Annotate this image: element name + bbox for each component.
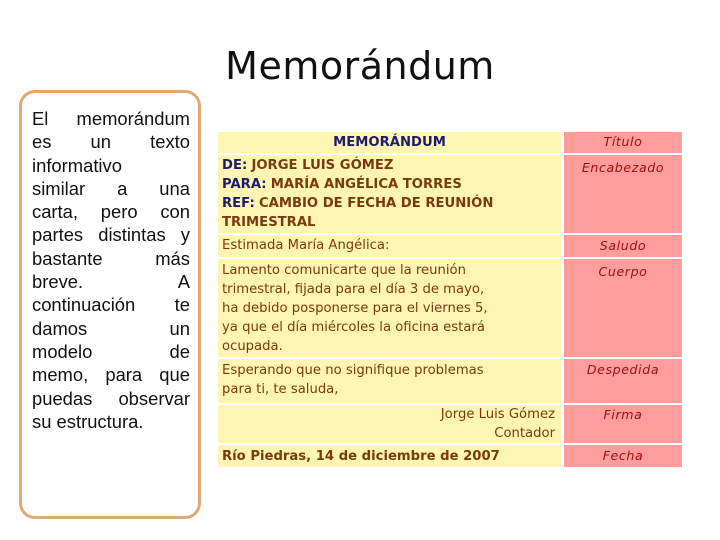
info-line: memo, para que [32,364,190,386]
memo-heading-cell [218,155,561,233]
info-line: carta, pero con [32,201,190,223]
label-titulo: Título [564,132,682,153]
memo-signature-cell [218,405,561,443]
memo-greeting-cell [218,235,561,257]
info-line: El memorándum [32,108,190,129]
signature-name: Jorge Luis Gómez [440,407,555,422]
label-fecha: Fecha [564,445,682,467]
memo-title: MEMORÁNDUM [333,135,446,150]
info-line: puedas observar [32,387,190,409]
info-text [32,107,190,433]
closing-line: para ti, te saluda, [222,382,339,397]
signature-role: Contador [494,426,555,441]
memo-title-cell [218,132,561,153]
info-line: similar a una [32,177,190,199]
ref-label: REF: [222,196,255,211]
de-value: JORGE LUIS GÓMEZ [251,158,394,173]
info-line: su estructura. [32,410,144,432]
label-despedida: Despedida [564,359,682,403]
info-line: breve. A [32,271,190,293]
de-label: DE: [222,158,248,173]
para-label: PARA: [222,177,267,192]
memo-date: Río Piedras, 14 de diciembre de 2007 [222,449,500,464]
label-saludo: Saludo [564,235,682,257]
label-cuerpo: Cuerpo [564,259,682,357]
body-line: Lamento comunicarte que la reunión [222,263,466,278]
body-line: trimestral, fijada para el día 3 de mayo, [222,282,485,297]
info-line: damos un [32,317,190,339]
closing-line: Esperando que no signifique problemas [222,363,484,378]
body-line: ocupada. [222,339,283,354]
para-value: MARÍA ANGÉLICA TORRES [270,177,462,192]
body-line: ha debido posponerse para el viernes 5, [222,301,488,316]
info-line: modelo de [32,340,190,362]
memo-date-cell [218,445,561,467]
info-line: informativo [32,154,122,176]
label-firma: Firma [564,405,682,443]
slide-title: Memorándum [225,44,495,88]
info-line: partes distintas y [32,224,190,246]
label-encabezado: Encabezado [564,155,682,233]
info-line: es un texto [32,131,190,153]
body-line: ya que el día miércoles la oficina estará [222,320,485,335]
info-line: bastante más [32,247,190,269]
memo-closing-cell [218,359,561,403]
ref-value-2: TRIMESTRAL [222,215,316,230]
info-line: continuación te [32,294,190,316]
memo-body-cell [218,259,561,357]
memo-greeting: Estimada María Angélica: [222,238,390,253]
memo-table [218,130,682,468]
ref-value-1: CAMBIO DE FECHA DE REUNIÓN [258,196,494,211]
